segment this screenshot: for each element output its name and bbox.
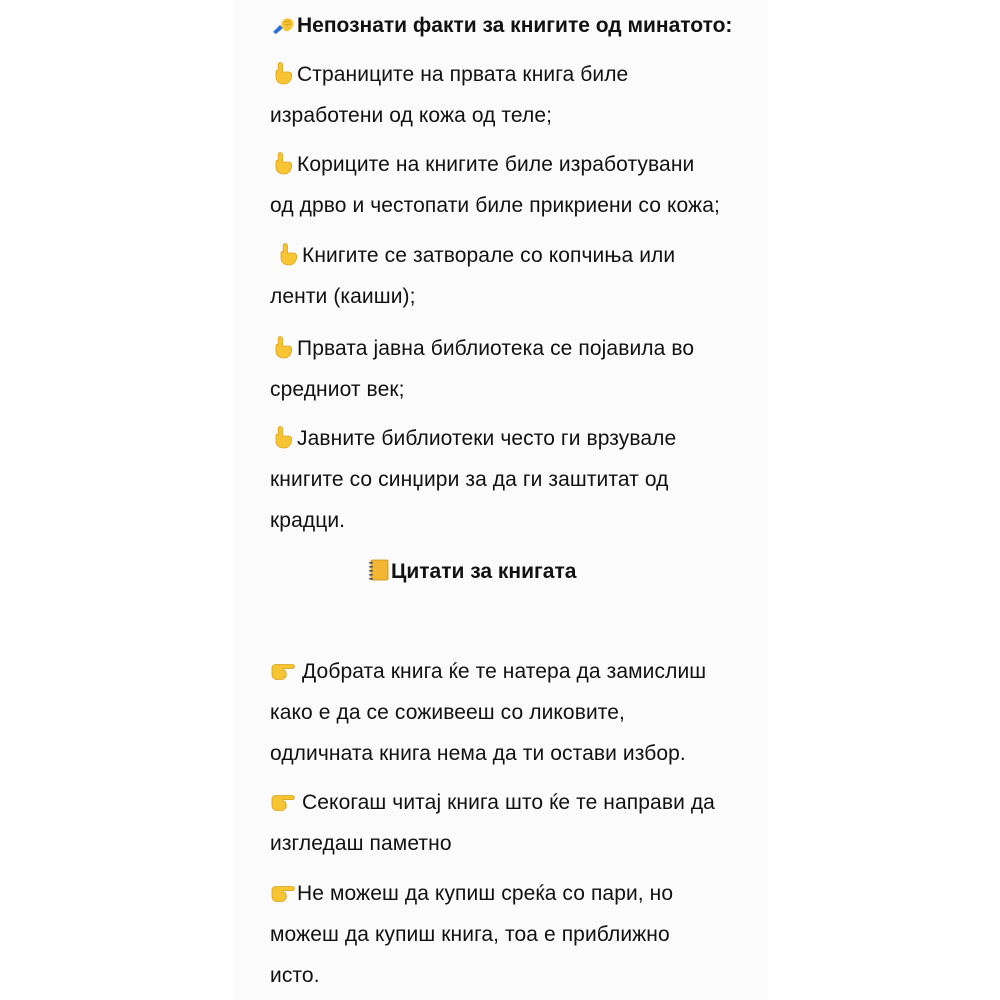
quote-line: изгледаш паметно — [270, 832, 452, 855]
quote-line: Добрата книга ќе те натера да замислиш — [302, 660, 707, 683]
fact-item — [270, 418, 750, 541]
fact-item — [270, 54, 750, 136]
facts-heading-text: Непознати факти за книгите од минатото: — [297, 14, 733, 37]
quotes-heading — [368, 551, 576, 592]
index-pointing-up-icon — [270, 151, 296, 175]
quote-item — [270, 651, 750, 774]
fact-line: Кориците на книгите биле изработувани — [297, 153, 695, 176]
fact-line: Страниците на првата книга биле — [297, 63, 629, 86]
quote-line: Не можеш да купиш среќа со пари, но — [297, 882, 674, 905]
fact-line: од дрво и честопати биле прикриени со кожа; — [270, 194, 720, 217]
quote-line: одличната книга нема да ти остави избор. — [270, 742, 686, 765]
facts-heading — [270, 5, 732, 46]
index-pointing-up-icon — [270, 335, 296, 359]
quote-line: Секогаш читај книга што ќе те направи да — [302, 791, 715, 814]
fact-line: Првата јавна библиотека се појавила во — [297, 337, 695, 360]
quote-line: како е да се соживееш со ликовите, — [270, 701, 625, 724]
fact-line: средниот век; — [270, 378, 405, 401]
index-pointing-up-icon — [270, 425, 296, 449]
backhand-index-pointing-right-icon — [270, 789, 296, 813]
writing-hand-icon — [270, 12, 296, 36]
fact-line: Книгите се затворале со копчиња или — [302, 244, 676, 267]
backhand-index-pointing-right-icon — [270, 880, 296, 904]
fact-item — [270, 235, 755, 317]
index-pointing-up-icon — [275, 242, 301, 266]
notebook-icon — [368, 558, 390, 582]
quote-line: исто. — [270, 964, 320, 987]
fact-line: книгите со синџири за да ги заштитат од — [270, 468, 669, 491]
fact-item — [270, 144, 750, 226]
fact-line: крадци. — [270, 509, 346, 532]
index-pointing-up-icon — [270, 61, 296, 85]
fact-line: Јавните библиотеки често ги врзувале — [297, 427, 677, 450]
fact-line: изработени од кожа од теле; — [270, 104, 553, 127]
backhand-index-pointing-right-icon — [270, 658, 296, 682]
quote-item — [270, 873, 750, 996]
quotes-heading-text: Цитати за книгата — [391, 560, 577, 583]
quote-line: можеш да купиш книга, тоа е приближно — [270, 923, 670, 946]
fact-line: ленти (каиши); — [270, 285, 416, 308]
fact-item — [270, 328, 750, 410]
quote-item — [270, 782, 750, 864]
